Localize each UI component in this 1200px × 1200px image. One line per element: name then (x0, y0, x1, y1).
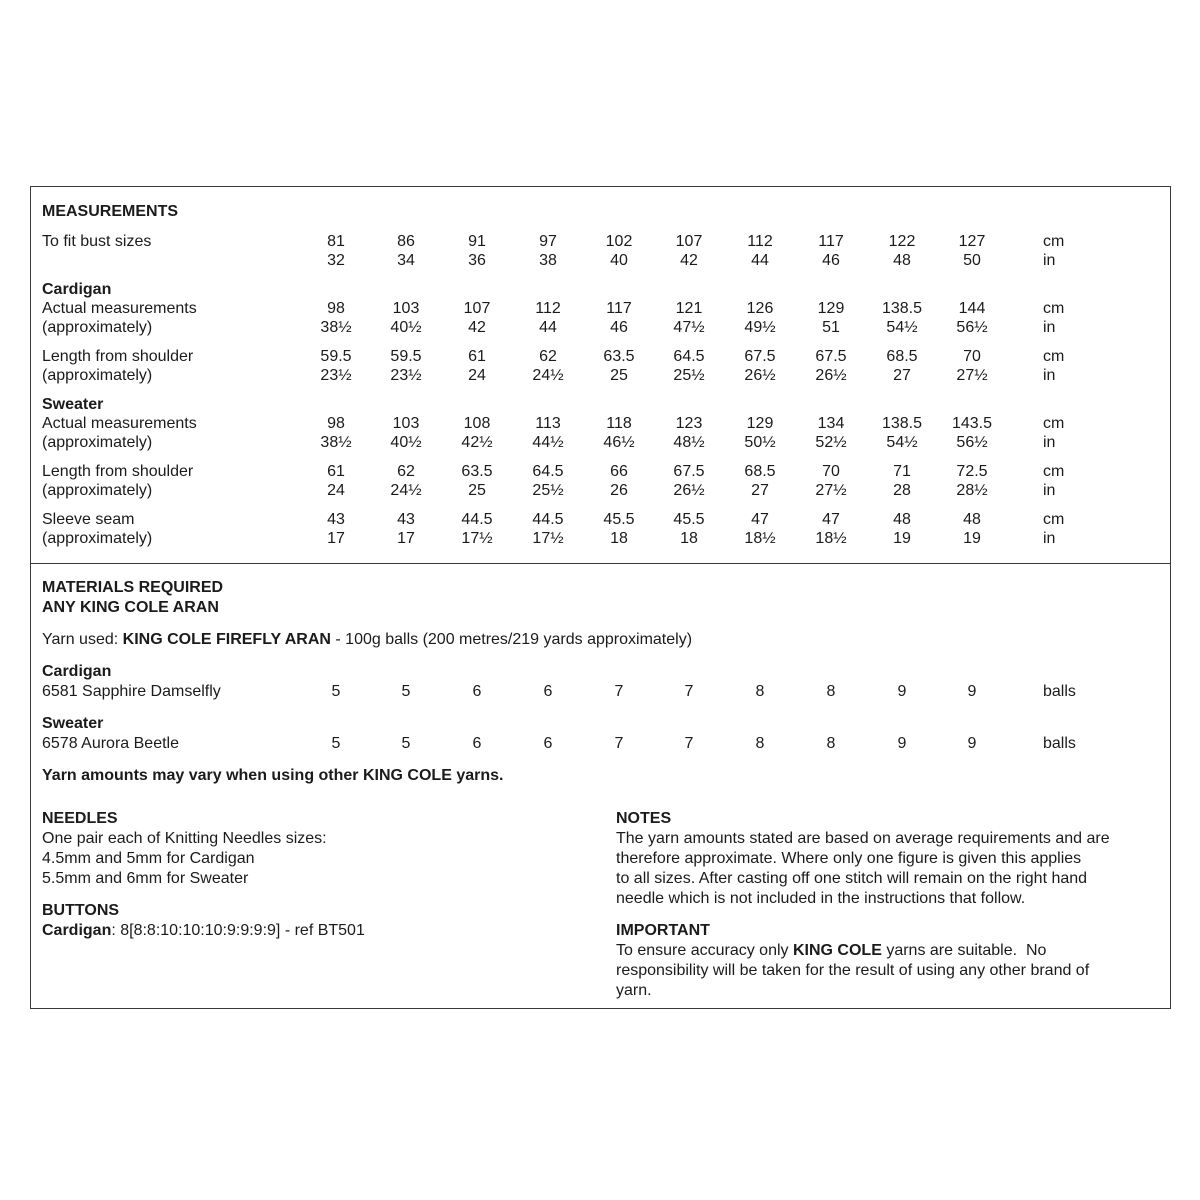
cardigan-actual-label-approx: (approximately) (42, 319, 153, 336)
size-value: 5 (331, 683, 341, 700)
size-value: 70 (963, 348, 981, 365)
size-value: 143.5 (951, 415, 993, 432)
unit-label: in (1043, 434, 1056, 451)
size-value: 6 (472, 683, 482, 700)
unit-label: cm (1043, 415, 1065, 432)
size-value: 102 (605, 233, 633, 250)
size-value: 18½ (744, 530, 776, 547)
size-value: 64.5 (673, 348, 705, 365)
size-value: 50½ (744, 434, 776, 451)
yarn-name: KING COLE FIREFLY ARAN (122, 631, 331, 648)
size-value: 44.5 (461, 511, 493, 528)
size-value: 25½ (673, 367, 705, 384)
size-value: 45.5 (603, 511, 635, 528)
size-value: 27½ (815, 482, 847, 499)
size-value: 24 (468, 367, 486, 384)
size-value: 113 (535, 415, 561, 432)
size-value: 6 (543, 735, 553, 752)
size-value: 138.5 (881, 300, 923, 317)
size-value: 26½ (673, 482, 705, 499)
important-prefix: To ensure accuracy only (616, 942, 793, 959)
yarn-used-line (42, 630, 692, 649)
bust-label: To fit bust sizes (42, 233, 152, 250)
size-value: 40½ (390, 434, 422, 451)
size-value: 118 (606, 415, 632, 432)
notes-line: to all sizes. After casting off one stitch will remain on the right hand (616, 870, 1088, 887)
size-value: 17 (397, 530, 415, 547)
needles-line: One pair each of Knitting Needles sizes: (42, 830, 327, 847)
size-value: 50 (963, 252, 981, 269)
size-value: 27 (893, 367, 911, 384)
size-value: 9 (897, 683, 907, 700)
important-line (616, 941, 1046, 960)
notes-line: needle which is not included in the instructions that follow. (616, 890, 1026, 907)
size-value: 27 (751, 482, 769, 499)
size-value: 43 (397, 511, 415, 528)
important-line: responsibility will be taken for the result of using any other brand of (616, 962, 1090, 979)
size-value: 5 (331, 735, 341, 752)
size-value: 24 (327, 482, 345, 499)
size-value: 134 (817, 415, 845, 432)
size-value: 112 (535, 300, 561, 317)
size-value: 47½ (673, 319, 705, 336)
size-value: 56½ (956, 434, 988, 451)
important-heading: IMPORTANT (616, 922, 710, 939)
sweater-length-label-approx: (approximately) (42, 482, 153, 499)
size-value: 5 (401, 735, 411, 752)
size-value: 107 (463, 300, 491, 317)
size-value: 48 (893, 252, 911, 269)
size-value: 61 (468, 348, 486, 365)
size-value: 23½ (390, 367, 422, 384)
size-value: 98 (327, 415, 345, 432)
buttons-heading: BUTTONS (42, 902, 120, 919)
size-value: 81 (327, 233, 345, 250)
size-value: 61 (327, 463, 345, 480)
needles-line: 4.5mm and 5mm for Cardigan (42, 850, 255, 867)
size-value: 7 (684, 735, 694, 752)
size-value: 67.5 (744, 348, 776, 365)
size-value: 121 (675, 300, 703, 317)
size-value: 62 (539, 348, 557, 365)
size-value: 26½ (744, 367, 776, 384)
size-value: 46 (822, 252, 840, 269)
size-value: 23½ (320, 367, 352, 384)
size-value: 138.5 (881, 415, 923, 432)
size-value: 7 (684, 683, 694, 700)
sweater-materials-heading: Sweater (42, 715, 104, 732)
unit-label: cm (1043, 233, 1065, 250)
size-value: 46½ (603, 434, 635, 451)
size-value: 49½ (744, 319, 776, 336)
materials-subheading: ANY KING COLE ARAN (42, 599, 219, 616)
notes-line: The yarn amounts stated are based on average requirements and are (616, 830, 1110, 847)
buttons-value: : 8[8:8:10:10:10:9:9:9:9] - ref BT501 (111, 922, 365, 939)
size-value: 103 (392, 415, 420, 432)
size-value: 103 (392, 300, 420, 317)
needles-line: 5.5mm and 6mm for Sweater (42, 870, 249, 887)
important-suffix: yarns are suitable. No (881, 942, 1047, 959)
size-value: 68.5 (886, 348, 918, 365)
size-value: 42½ (461, 434, 493, 451)
unit-label: in (1043, 252, 1056, 269)
size-value: 32 (327, 252, 345, 269)
size-value: 97 (539, 233, 557, 250)
size-value: 28½ (956, 482, 988, 499)
yarn-used-prefix: Yarn used: (42, 631, 123, 648)
size-value: 5 (401, 683, 411, 700)
important-line: yarn. (616, 982, 652, 999)
size-value: 18½ (815, 530, 847, 547)
size-value: 9 (967, 683, 977, 700)
size-value: 117 (606, 300, 632, 317)
size-value: 40½ (390, 319, 422, 336)
size-value: 17½ (461, 530, 493, 547)
size-value: 27½ (956, 367, 988, 384)
size-value: 8 (755, 683, 765, 700)
size-value: 45.5 (673, 511, 705, 528)
size-value: 42 (468, 319, 486, 336)
sweater-actual-label: Actual measurements (42, 415, 197, 432)
size-value: 71 (893, 463, 911, 480)
sweater-measurements-heading: Sweater (42, 396, 104, 413)
unit-label: cm (1043, 463, 1065, 480)
size-value: 26 (610, 482, 628, 499)
notes-heading: NOTES (616, 810, 672, 827)
sweater-length-label: Length from shoulder (42, 463, 194, 480)
size-value: 38½ (320, 434, 352, 451)
size-value: 144 (958, 300, 986, 317)
size-value: 6 (543, 683, 553, 700)
size-value: 108 (463, 415, 491, 432)
size-value: 48½ (673, 434, 705, 451)
size-value: 44½ (532, 434, 564, 451)
size-value: 122 (888, 233, 916, 250)
unit-label: in (1043, 530, 1056, 547)
size-value: 40 (610, 252, 628, 269)
size-value: 44.5 (532, 511, 564, 528)
size-value: 8 (755, 735, 765, 752)
size-value: 8 (826, 735, 836, 752)
important-brand: KING COLE (792, 942, 882, 959)
section-divider (31, 563, 1170, 564)
unit-label: balls (1043, 683, 1076, 700)
cardigan-length-label-approx: (approximately) (42, 367, 153, 384)
size-value: 59.5 (390, 348, 422, 365)
notes-line: therefore approximate. Where only one figure is given this applies (616, 850, 1082, 867)
measurements-heading: MEASUREMENTS (42, 203, 179, 220)
size-value: 67.5 (815, 348, 847, 365)
unit-label: in (1043, 482, 1056, 499)
size-value: 91 (468, 233, 486, 250)
cardigan-materials-heading: Cardigan (42, 663, 112, 680)
cardigan-shade: 6581 Sapphire Damselfly (42, 683, 221, 700)
sleeve-seam-label: Sleeve seam (42, 511, 135, 528)
size-value: 38 (539, 252, 557, 269)
size-value: 62 (397, 463, 415, 480)
size-value: 48 (893, 511, 911, 528)
size-value: 36 (468, 252, 486, 269)
size-value: 24½ (532, 367, 564, 384)
size-value: 18 (610, 530, 628, 547)
size-value: 19 (963, 530, 981, 547)
size-value: 17½ (532, 530, 564, 547)
size-value: 25½ (532, 482, 564, 499)
size-value: 7 (614, 683, 624, 700)
size-value: 86 (397, 233, 415, 250)
size-value: 19 (893, 530, 911, 547)
size-value: 127 (958, 233, 986, 250)
size-value: 129 (746, 415, 774, 432)
size-value: 47 (751, 511, 769, 528)
size-value: 52½ (815, 434, 847, 451)
size-value: 112 (747, 233, 773, 250)
size-value: 34 (397, 252, 415, 269)
size-value: 63.5 (603, 348, 635, 365)
size-value: 64.5 (532, 463, 564, 480)
sweater-actual-label-approx: (approximately) (42, 434, 153, 451)
size-value: 48 (963, 511, 981, 528)
size-value: 63.5 (461, 463, 493, 480)
size-value: 9 (967, 735, 977, 752)
unit-label: cm (1043, 348, 1065, 365)
size-value: 56½ (956, 319, 988, 336)
unit-label: in (1043, 367, 1056, 384)
size-value: 98 (327, 300, 345, 317)
size-value: 25 (610, 367, 628, 384)
yarn-amounts-note: Yarn amounts may vary when using other KING COLE yarns. (42, 767, 504, 784)
sleeve-seam-label-approx: (approximately) (42, 530, 153, 547)
size-value: 51 (822, 319, 840, 336)
size-value: 44 (751, 252, 769, 269)
yarn-used-suffix: - 100g balls (200 metres/219 yards approximately) (330, 631, 693, 648)
size-value: 72.5 (956, 463, 988, 480)
size-value: 67.5 (673, 463, 705, 480)
size-value: 66 (610, 463, 628, 480)
size-value: 129 (817, 300, 845, 317)
size-value: 54½ (886, 319, 918, 336)
needles-heading: NEEDLES (42, 810, 118, 827)
sweater-shade: 6578 Aurora Beetle (42, 735, 179, 752)
size-value: 18 (680, 530, 698, 547)
size-value: 68.5 (744, 463, 776, 480)
unit-label: balls (1043, 735, 1076, 752)
size-value: 7 (614, 735, 624, 752)
unit-label: cm (1043, 511, 1065, 528)
size-value: 26½ (815, 367, 847, 384)
size-value: 117 (818, 233, 844, 250)
size-value: 6 (472, 735, 482, 752)
size-value: 59.5 (320, 348, 352, 365)
unit-label: cm (1043, 300, 1065, 317)
cardigan-actual-label: Actual measurements (42, 300, 197, 317)
buttons-label: Cardigan (42, 922, 112, 939)
size-value: 126 (746, 300, 774, 317)
size-value: 8 (826, 683, 836, 700)
size-value: 44 (539, 319, 557, 336)
unit-label: in (1043, 319, 1056, 336)
size-value: 43 (327, 511, 345, 528)
cardigan-length-label: Length from shoulder (42, 348, 194, 365)
size-value: 107 (675, 233, 703, 250)
buttons-line (42, 921, 365, 940)
size-value: 47 (822, 511, 840, 528)
size-value: 54½ (886, 434, 918, 451)
size-value: 70 (822, 463, 840, 480)
size-value: 9 (897, 735, 907, 752)
cardigan-measurements-heading: Cardigan (42, 281, 112, 298)
size-value: 25 (468, 482, 486, 499)
size-value: 28 (893, 482, 911, 499)
size-value: 24½ (390, 482, 422, 499)
size-value: 38½ (320, 319, 352, 336)
size-value: 46 (610, 319, 628, 336)
size-value: 17 (327, 530, 345, 547)
size-value: 123 (675, 415, 703, 432)
materials-heading: MATERIALS REQUIRED (42, 579, 224, 596)
size-value: 42 (680, 252, 698, 269)
